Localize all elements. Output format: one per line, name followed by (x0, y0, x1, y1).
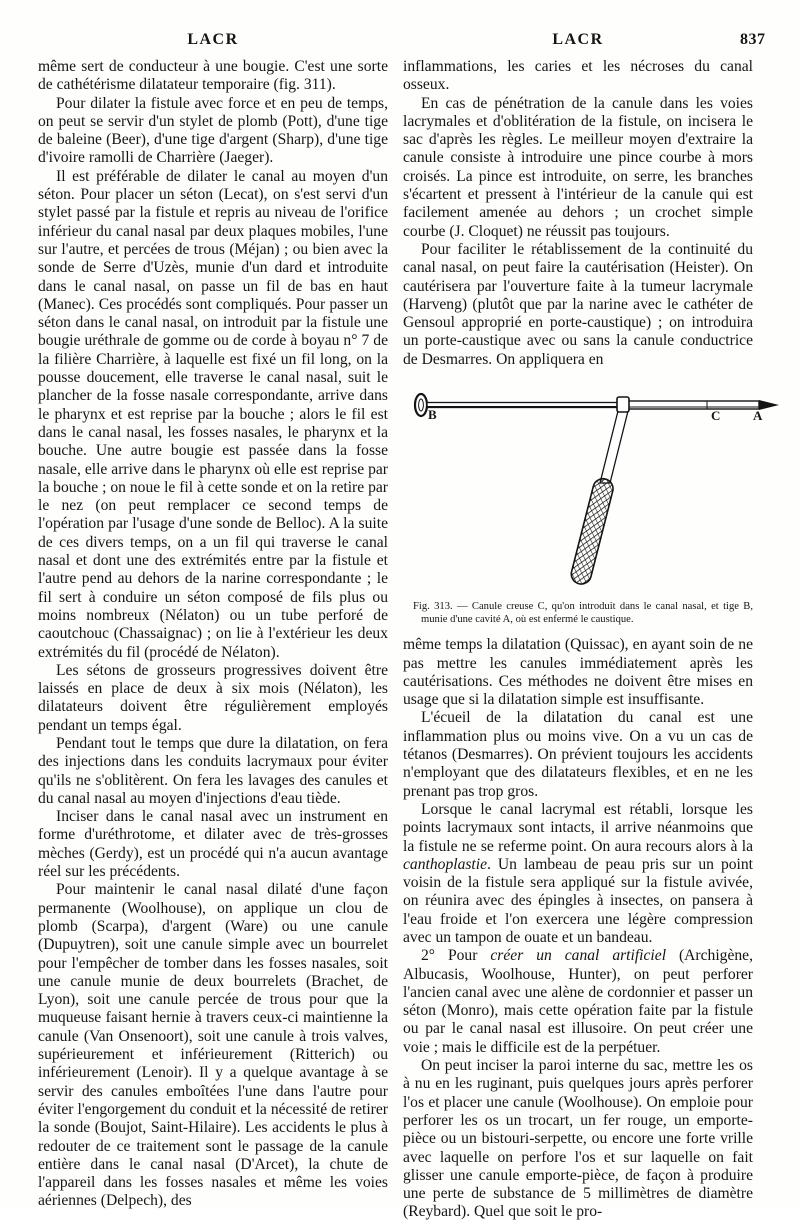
junction-collar (617, 397, 629, 412)
running-head-right: LACR (552, 31, 604, 48)
paragraph: Les sétons de grosseurs progressives doivent être laissés en place de deux à six mois (Nélaton), les dilatateurs doivent être régulièrement employés pendant un temps égal. (38, 661, 388, 734)
figure-313 (403, 373, 763, 601)
label-b: B (428, 407, 437, 423)
italic-term: créer un canal artificiel (490, 947, 667, 965)
paragraph: inflammations, les caries et les nécroses du canal osseux. (403, 58, 753, 94)
ring-inner (419, 399, 424, 411)
paragraph-artificial-canal (403, 947, 753, 1057)
paragraph: Il est préférable de dilater le canal au moyen d'un séton. Pour placer un séton (Lecat), on s'est servi d'un stylet passé par la fistule et repris au niveau de l'orifice inférieur du canal nasal par deux plaques mobiles, l'une sur l'autre, et percées de trous (Méjan) ; ou bien avec la sonde de Serre d'Uzès, munie d'un dard et introduite dans le canal nasal, on passe un fil de bas en haut (Manec). Ces procédés sont compliqués. Pour passer un séton dans le canal nasal, on introduit par la fistule une bougie uréthrale de gomme ou de corde à boyau n° 7 de la filière Charrière, à laquelle est fixé un fil long, on la pousse doucement, elle traverse le canal nasal, suit le plancher de la fosse nasale correspondante, arrive dans le pharynx et est reprise par la bouche ; alors le fil est dans le canal nasal, les fosses nasales, le pharynx et la bouche. Une autre bougie est passée dans la fosse nasale, elle arrive dans le pharynx où elle est reprise par la bouche ; on noue le fil à cette sonde et on la retire par le nez (on peut remplacer ce second temps de l'opération par l'usage d'une sonde de Belloc). A la suite de ces divers temps, on a un fil qui traverse le canal nasal et dont une des extrémités entre par la fistule et l'autre pend au dehors de la narine correspondante ; le fil sert à conduire un séton composé de fils plus ou moins nombreux (Nélaton) ou un tube perforé de caoutchouc (Chassaignac) ; on lie à l'extérieur les deux extrémités du fil (procédé de Nélaton). (38, 167, 388, 661)
handle-shaft (600, 411, 628, 483)
paragraph-canthoplastie (403, 801, 753, 947)
hollow-cannula (627, 401, 759, 409)
text-run: (Archigène, Albucasis, Woolhouse, Hunter), on peut perforer l'ancien canal avec une alène de cordonnier et passer un séton (Monro), mais cette opération faite par la fistule ou par le canal nasal est illusoire. On peut créer une voie ; mais le difficile est de la perpétuer. (403, 947, 753, 1056)
paragraph: même temps la dilatation (Quissac), en ayant soin de ne pas mettre les canules immédiatement après les cautérisations. Ces méthodes ne doivent être mises en usage que si la dilatation simple est insuffisante. (403, 636, 753, 709)
label-c: C (711, 408, 721, 424)
paragraph: En cas de pénétration de la canule dans les voies lacrymales et d'oblitération de la fistule, on incisera le sac d'après les règles. Le meilleur moyen d'extraire la canule consiste à introduire une pince courbe à mors croisés. La pince est introduite, on serre, les branches s'écartent et pressent à l'intérieur de la canule qui est facilement amenée au dehors ; un crochet simple courbe (J. Cloquet) ne réussit pas toujours. (403, 94, 753, 240)
right-column (403, 58, 763, 1222)
italic-term: canthoplastie (403, 855, 488, 873)
cannula-instrument-illustration (411, 373, 791, 599)
paragraph: Pour faciliter le rétablissement de la continuité du canal nasal, on peut faire la cautérisation (Heister). On cautérisera par l'ouverture faite à la tumeur lacrymale (Harveng) (plutôt que par la narine avec le cathéter de Gensoul approprié en porte-caustique) ; on introduira un porte-caustique avec ou sans la canule conductrice de Desmarres. On appliquera en (403, 240, 753, 368)
paragraph: Pour maintenir le canal nasal dilaté d'une façon permanente (Woolhouse), on applique un clou de plomb (Scarpa), d'argent (Ware) ou une canule (Dupuytren), soit une canule simple avec un bourrelet pour l'empêcher de tomber dans les fosses nasales, soit une canule munie de deux bourrelets (Brachet, de Lyon), soit une canule percée de trous pour que la muqueuse faisant hernie à travers ceux-ci maintienne la canule (Van Onsenoort), soit une canule à trois valves, supérieurement et inférieurement (Ritterich) ou inférieurement (Lenoir). Il y a quelque avantage à se servir des canules emboîtées l'une dans l'autre pour éviter l'engorgement du conduit et la nécessité de retirer la sonde (Boujot, Saint-Hilaire). Les accidents le plus à redouter de ce traitement sont le passage de la canule entière dans le canal nasal (D'Arcet), la chute de l'appareil dans les fosses nasales et même les voies aériennes (Delpech), des (38, 881, 388, 1210)
paragraph: Inciser dans le canal nasal avec un instrument en forme d'uréthrotome, et dilater avec de très-grosses mèches (Gerdy), est un procédé qui n'a aucun avantage réel sur les précédents. (38, 808, 388, 881)
left-column (38, 58, 388, 1211)
knurled-handle-crosshatch (569, 477, 615, 587)
page-number: 837 (740, 31, 766, 48)
paragraph: L'écueil de la dilatation du canal est une inflammation plus ou moins vive. On a vu un cas de tétanos (Desmarres). On prévient toujours les accidents n'employant que des dilatateurs flexibles, et en ne les prenant pas trop gros. (403, 709, 753, 800)
paragraph: même sert de conducteur à une bougie. C'est une sorte de cathétérisme dilatateur temporaire (fig. 311). (38, 58, 388, 94)
label-a: A (753, 408, 763, 424)
paragraph: On peut inciser la paroi interne du sac, mettre les os à nu en les ruginant, puis quelques jours après perforer l'os et placer une canule (Woolhouse). On emploie pour perforer les os un trocart, un fer rouge, un emporte-pièce ou un bistouri-serpette, ou encore une forte vrille avec laquelle on perfore l'os et sur laquelle on fait glisser une canule emporte-pièce, de façon à produire une perte de substance de 5 millimètres de diamètre (Reybard). Quel que soit le pro- (403, 1057, 753, 1221)
paragraph: Pendant tout le temps que dure la dilatation, on fera des injections dans les conduits lacrymaux pour éviter qu'ils ne s'oblitèrent. On fera les lavages des canules et du canal nasal au moyen d'injections d'eau tiède. (38, 734, 388, 807)
text-run: 2° Pour (421, 947, 491, 965)
running-head-left: LACR (187, 31, 239, 48)
text-run: . Un lambeau de peau pris sur un point voisin de la fistule sera appliqué sur la fistule avivée, on réunira avec des épingles à insectes, on pansera à l'eau froide et l'on exercera une légère compression avec un tampon de ouate et un bandeau. (403, 855, 753, 946)
handle-grip-group (569, 477, 615, 587)
text-run: Lorsque le canal lacrymal est rétabli, lorsque les points lacrymaux sont intacts, il arrive néanmoins que la fistule ne se referme point. On aura recours alors à la (403, 800, 753, 855)
figure-caption: Fig. 313. — Canule creuse C, qu'on introduit dans le canal nasal, et tige B, munie d'une cavité A, où est enfermé le caustique. (413, 601, 753, 625)
paragraph: Pour dilater la fistule avec force et en peu de temps, on peut se servir d'un stylet de plomb (Pott), d'une tige de baleine (Beer), d'une tige d'argent (Sharp), d'une tige d'ivoire ramolli de Charrière (Jaeger). (38, 94, 388, 167)
